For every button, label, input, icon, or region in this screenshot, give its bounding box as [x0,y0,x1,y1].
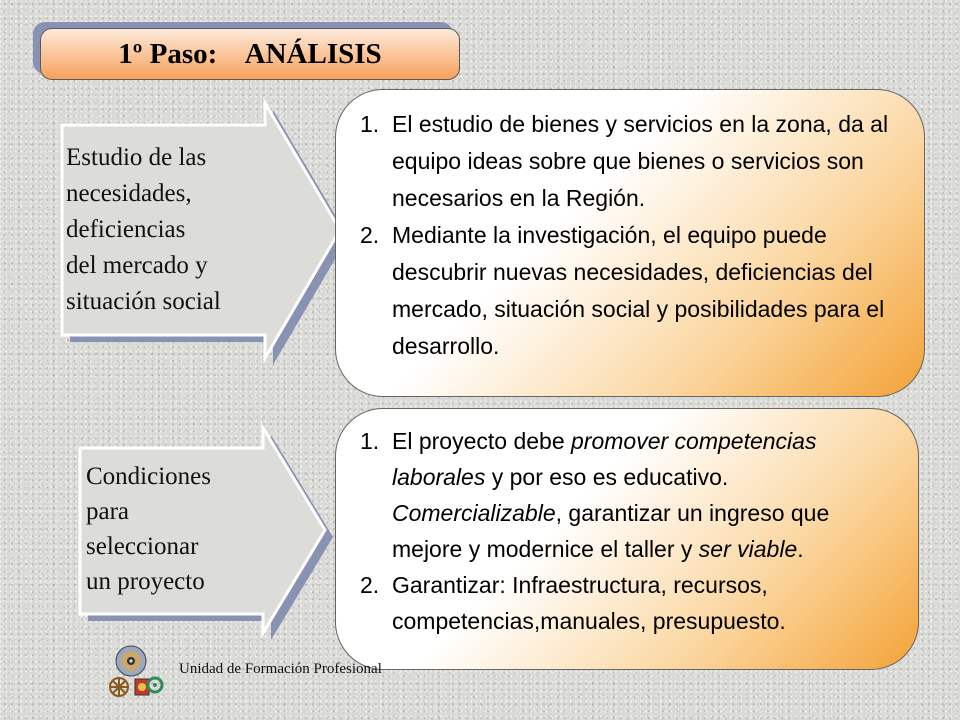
analysis-info-box [335,89,925,397]
list-item-text: Mediante la investigación, el equipo puede descubrir nuevas necesidades, deficiencias del mercado, situación social y posibilidades para el desarrollo. [392,222,885,359]
footer-text: Unidad de Formación Profesional [179,661,382,677]
conditions-info-box [335,408,919,670]
arrow-label-line: Condiciones [86,463,211,490]
arrow-label-line: seleccionar [86,533,199,560]
list-item-number: 2. [360,222,380,248]
arrow-label-line: situación social [66,288,221,315]
list-item [360,106,910,217]
list-item [360,217,910,365]
emphasis-run: Comercializable [392,500,556,526]
slide-title: 1º Paso: ANÁLISIS [40,28,460,80]
gears-cd-logo-icon [105,643,165,703]
arrow-shape-conditions [80,428,335,638]
arrow-label-line: deficiencias [66,216,186,243]
text-run: . [797,536,804,562]
list-item-text [392,423,904,567]
arrow-label-line: necesidades, [66,180,192,207]
arrow-label-line: para [86,498,130,525]
arrow-label-conditions [86,459,211,599]
list-item-text: Garantizar: Infraestructura, recursos, competencias,manuales, presupuesto. [392,572,786,634]
arrow-label-market-study [66,140,221,320]
text-run: , garantizar un ingreso que mejore y modernice el taller y [392,500,830,562]
list-item [360,423,904,567]
arrow-label-line: un proyecto [86,568,205,595]
list-item-number: 1. [360,428,380,454]
conditions-list [360,423,904,639]
arrow-label-line: Estudio de las [66,144,207,171]
analysis-list [360,106,910,365]
arrow-label-line: del mercado y [66,252,208,279]
footer [105,643,465,703]
emphasis-run: promover competencias laborales [392,428,817,490]
emphasis-run: ser viable [698,536,798,562]
arrow-shape-market-study [62,103,340,358]
list-item-text: El estudio de bienes y servicios en la zona, da al equipo ideas sobre que bienes o servicios son necesarios en la Región. [392,111,889,211]
text-run: y por eso es educativo. [485,464,729,490]
list-item-number: 2. [360,572,380,598]
text-run: El proyecto debe [392,428,572,454]
list-item [360,567,904,639]
list-item-number: 1. [360,111,380,137]
